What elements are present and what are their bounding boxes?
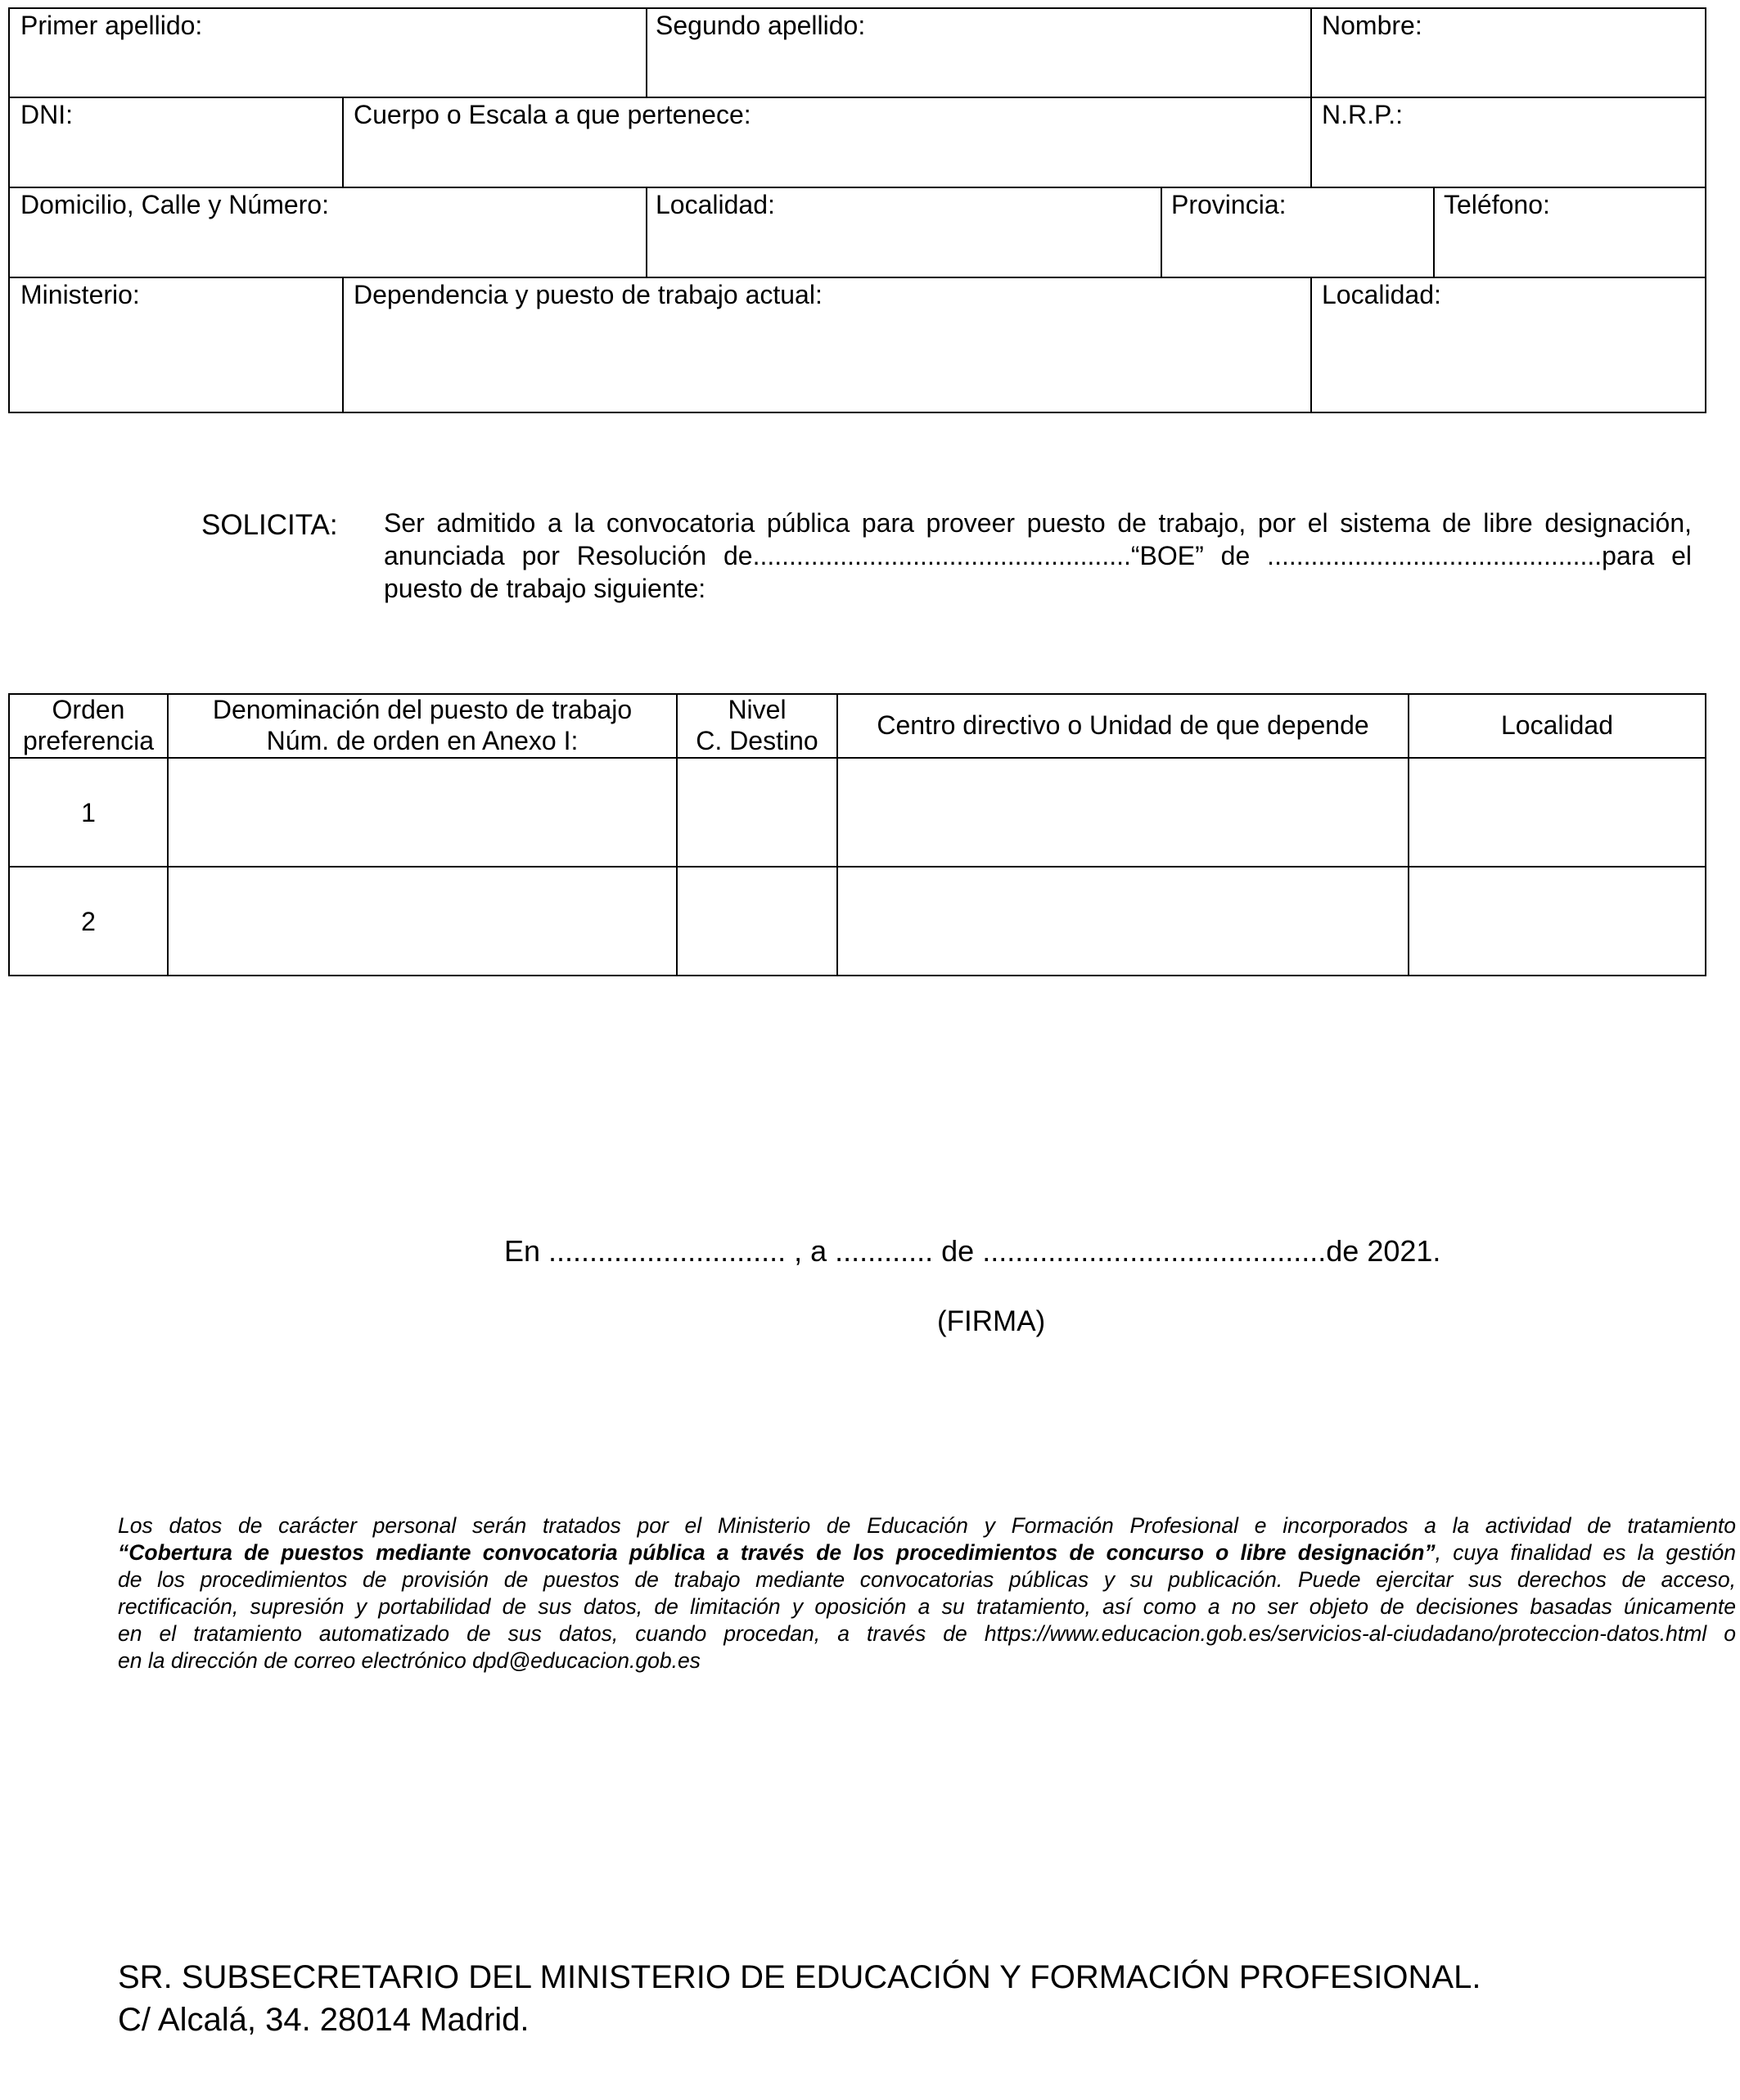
dependencia-label: Dependencia y puesto de trabajo actual: — [354, 280, 823, 309]
row-denominacion-cell[interactable] — [169, 759, 676, 866]
localidad-domicilio-label: Localidad: — [656, 190, 775, 219]
cuerpo-escala-label: Cuerpo o Escala a que pertenece: — [354, 100, 751, 129]
provincia-label: Provincia: — [1171, 190, 1287, 219]
table-row-orden: 1 — [81, 798, 96, 827]
row-localidad-cell[interactable] — [1409, 759, 1705, 866]
table-border-right — [1705, 693, 1706, 976]
header-denominacion-line: Denominación del puesto de trabajo — [212, 695, 633, 724]
header-denominacion — [169, 694, 676, 756]
row-nivel-cell[interactable] — [678, 867, 836, 975]
date-line: En ............................. , a ............ de ..........................................de 2021. — [504, 1234, 1441, 1268]
header-nivel-line: C. Destino — [696, 726, 818, 755]
privacy-line-rest: , cuya finalidad es la gestión — [1435, 1540, 1737, 1565]
privacy-line: en la dirección de correo electrónico dpd@educacion.gob.es — [118, 1648, 701, 1673]
addressee-line: C/ Alcalá, 34. 28014 Madrid. — [118, 2002, 530, 2038]
header-orden-line: Orden — [52, 695, 125, 724]
treatment-name: “Cobertura de puestos mediante convocatoria pública a través de los procedimientos de concurso o libre designación” — [118, 1540, 1436, 1565]
header-orden — [10, 694, 167, 756]
addressee-line: SR. SUBSECRETARIO DEL MINISTERIO DE EDUCACIÓN Y FORMACIÓN PROFESIONAL. — [118, 1959, 1481, 1995]
table-border-bottom — [8, 975, 1706, 976]
privacy-line — [118, 1539, 1736, 1566]
localidad-trabajo-label: Localidad: — [1322, 280, 1441, 309]
header-denominacion-line: Núm. de orden en Anexo I: — [266, 726, 579, 755]
nombre-label: Nombre: — [1322, 11, 1422, 40]
solicita-line: Ser admitido a la convocatoria pública para proveer puesto de trabajo, por el sistema de libre designación, — [384, 508, 1692, 538]
solicita-line: puesto de trabajo siguiente: — [384, 574, 706, 603]
ministerio-label: Ministerio: — [20, 280, 140, 309]
row-nivel-cell[interactable] — [678, 759, 836, 866]
telefono-label: Teléfono: — [1444, 190, 1550, 219]
row-centro-cell[interactable] — [838, 867, 1408, 975]
row-localidad-cell[interactable] — [1409, 867, 1705, 975]
domicilio-label: Domicilio, Calle y Número: — [20, 190, 329, 219]
firma-label: (FIRMA) — [937, 1305, 1046, 1337]
dni-label: DNI: — [20, 100, 73, 129]
segundo-apellido-label: Segundo apellido: — [656, 11, 866, 40]
privacy-line: en el tratamiento automatizado de sus datos, cuando procedan, a través de https://www.educacion.gob.es/servicios-al-ciudadano/proteccion-datos.html o — [118, 1621, 1736, 1646]
row-centro-cell[interactable] — [838, 759, 1408, 866]
header-centro: Centro directivo o Unidad de que depende — [877, 710, 1369, 740]
positions-table — [0, 0, 1740, 982]
table-row-orden: 2 — [81, 907, 96, 936]
nrp-label: N.R.P.: — [1322, 100, 1403, 129]
header-nivel — [678, 694, 836, 756]
privacy-line: Los datos de carácter personal serán tratados por el Ministerio de Educación y Formación Profesional e incorporados a la actividad de tratamiento — [118, 1513, 1736, 1538]
header-nivel-line: Nivel — [728, 695, 787, 724]
solicita-line: anunciada por Resolución de....................................................“BOE” de ..............................................para el — [384, 541, 1692, 570]
addressee — [118, 1956, 1481, 2041]
primer-apellido-label: Primer apellido: — [20, 11, 203, 40]
header-localidad: Localidad — [1501, 710, 1613, 740]
privacy-line: de los procedimientos de provisión de puestos de trabajo mediante convocatorias públicas y su publicación. Puede ejercitar sus derechos de acceso, — [118, 1567, 1736, 1592]
privacy-line: rectificación, supresión y portabilidad de sus datos, de limitación y oposición a su tratamiento, así como a no ser objeto de decisiones basadas únicamente — [118, 1594, 1736, 1619]
solicita-label: SOLICITA: — [201, 509, 338, 541]
row-denominacion-cell[interactable] — [169, 867, 676, 975]
header-orden-line: preferencia — [22, 726, 155, 755]
privacy-notice — [118, 1512, 1736, 1674]
